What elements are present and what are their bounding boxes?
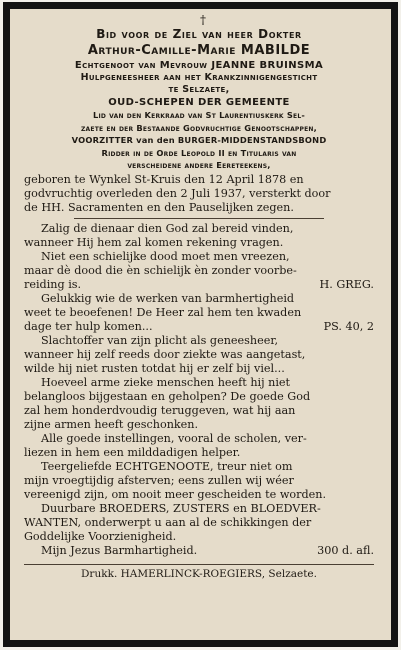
printer-imprint: Drukk. HAMERLINCK-ROEGIERS, Selzaete. — [81, 567, 317, 580]
text-line: zal hem honderdvoudig teruggeven, wat hij aan — [24, 403, 296, 417]
birth-death-text — [24, 173, 374, 215]
text-fragment: reiding is. — [24, 277, 82, 291]
text-line: Goddelijke Voorzienigheid. — [24, 529, 177, 543]
text-line: mijn vroegtijdig afsterven; eens zullen wij wéer — [24, 473, 294, 487]
paragraph — [24, 334, 374, 376]
title-line-5: zaete en der Bestaande Godvruchtige Genootschappen, — [81, 122, 317, 133]
paragraph — [24, 460, 374, 502]
text-line: belangloos bijgestaan en geholpen? De goede God — [24, 389, 311, 403]
bio-line: geboren te Wynkel St-Kruis den 12 April 1878 en — [24, 172, 304, 186]
paragraph — [24, 376, 374, 432]
text-line: Teergeliefde ECHTGENOOTE, treur niet om — [41, 459, 293, 473]
paragraph — [24, 292, 374, 334]
text-line: liezen in hem een milddadigen helper. — [24, 445, 241, 459]
text-line: wanneer hij zelf reeds door ziekte was aangetast, — [24, 347, 306, 361]
title-line-6: VOORZITTER van den BURGER-MIDDENSTANDSBOND — [71, 135, 327, 145]
title-line-3: OUD-SCHEPEN DER GEMEENTE — [108, 97, 290, 108]
indulgence-note: 300 d. afl. — [317, 543, 374, 557]
text-line — [24, 278, 374, 292]
bio-line: de HH. Sacramenten en den Pauselijken zegen. — [24, 200, 294, 214]
quote-source: H. GREG. — [319, 277, 374, 291]
deceased-name: Arthur-Camille-Marie MABILDE — [87, 43, 311, 58]
text-line: wilde hij niet rusten totdat hij er zelf bij viel... — [24, 361, 285, 375]
footer-divider — [24, 564, 374, 565]
text-line: weet te beoefenen! De Heer zal hem ten kwaden — [24, 305, 302, 319]
bio-line: godvruchtig overleden den 2 Juli 1937, versterkt door — [24, 186, 331, 200]
heading-prayer-line: Bid voor de Ziel van heer Dokter — [96, 27, 302, 41]
text-line: Gelukkig wie de werken van barmhertigheid — [41, 291, 295, 305]
title-line-1: Hulpgeneesheer aan het Krankzinnigengesticht — [80, 72, 318, 83]
spouse-name: JEANNE BRUINSMA — [211, 60, 324, 71]
prayer-line — [24, 544, 374, 558]
paragraph — [24, 502, 374, 544]
text-line: wanneer Hij hem zal komen rekening vragen. — [24, 235, 284, 249]
memorial-card — [3, 2, 398, 647]
card-paper — [10, 9, 391, 640]
title-line-4: Lid van den Kerkraad van St Laurentiuskerk Sel- — [92, 110, 305, 120]
title-line-7: Ridder in de Orde Leopold II en Titularis van — [101, 147, 297, 158]
paragraph — [24, 222, 374, 250]
text-line: Zalig de dienaar dien God zal bereid vinden, — [41, 221, 294, 235]
text-line: maar dè dood die èn schielijk èn zonder voorbe- — [24, 263, 297, 277]
spouse-prefix: Echtgenoot van Mevrouw — [74, 60, 212, 71]
ejaculatory-prayer: Mijn Jezus Barmhartigheid. — [41, 543, 198, 557]
text-line: Niet een schielijke dood moet men vreezen, — [41, 249, 290, 263]
title-line-8: verscheidene andere Eereteekens, — [127, 160, 271, 170]
text-line: zijne armen heeft geschonken. — [24, 417, 199, 431]
divider — [74, 218, 324, 219]
text-line: Slachtoffer van zijn plicht als geneesheer, — [41, 333, 279, 347]
text-line — [24, 320, 374, 334]
memorial-text — [24, 222, 374, 558]
paragraph — [24, 432, 374, 460]
text-line: Duurbare BROEDERS, ZUSTERS en BLOEDVER- — [41, 501, 321, 515]
text-line: Alle goede instellingen, vooral de scholen, ver- — [41, 431, 307, 445]
text-fragment: dage ter hulp komen... — [24, 319, 153, 333]
paragraph — [24, 250, 374, 292]
text-line: vereenigd zijn, om nooit meer gescheiden te worden. — [24, 487, 327, 501]
text-line: Hoeveel arme zieke menschen heeft hij niet — [41, 375, 291, 389]
text-line: WANTEN, onderwerpt u aan al de schikkingen der — [24, 515, 312, 529]
quote-source: PS. 40, 2 — [323, 319, 374, 333]
spouse-line — [24, 59, 374, 72]
title-line-2: te Selzaete, — [168, 84, 230, 95]
cross-icon: † — [200, 13, 206, 27]
